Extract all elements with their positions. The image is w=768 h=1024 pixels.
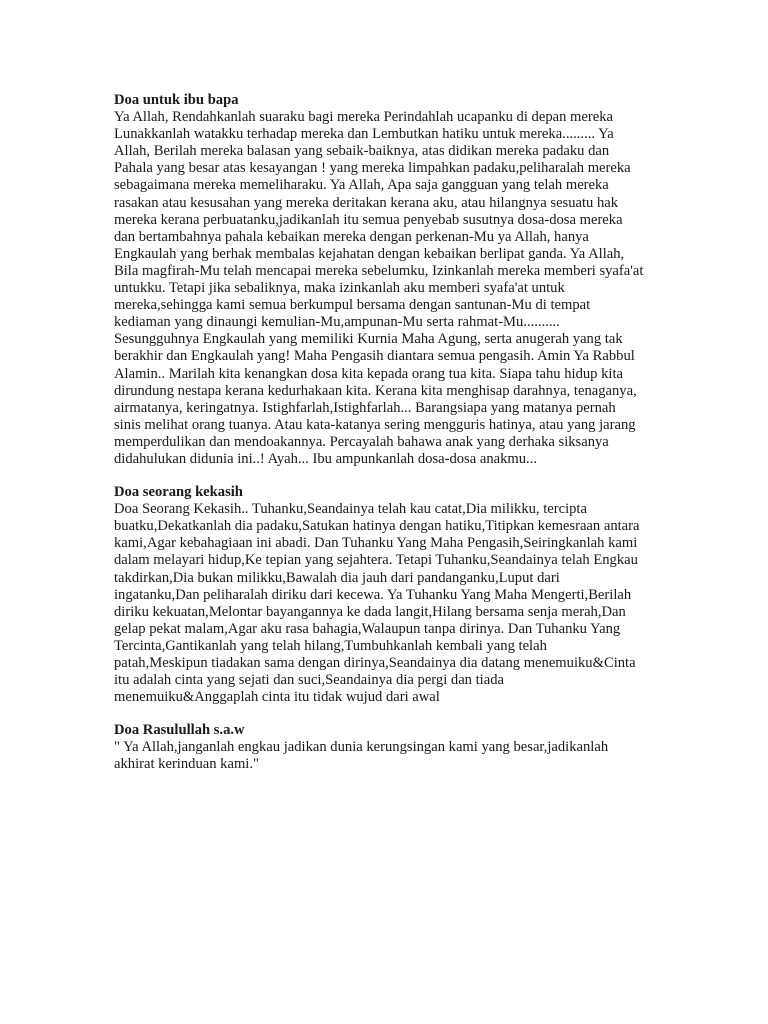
section-doa-rasulullah bbox=[114, 722, 644, 773]
section-heading: Doa untuk ibu bapa bbox=[114, 92, 239, 108]
document-page bbox=[114, 92, 644, 774]
section-body: Doa Seorang Kekasih.. Tuhanku,Seandainya telah kau catat,Dia milikku, tercipta buatku,Dekatkanlah dia padaku,Satukan hatinya dengan hatiku,Titipkan kemesraan antara kami,Agar kebahagiaan ini abadi. Dan Tuhanku Yang Maha Pengasih,Seiringkanlah kami dalam melayari hidup,Ke tepian yang sejahtera. Tetapi Tuhanku,Seandainya telah Engkau takdirkan,Dia bukan milikku,Bawalah dia jauh dari pandanganku,Luput dari ingatanku,Dan peliharalah diriku dari kecewa. Ya Tuhanku Yang Maha Mengerti,Berilah diriku kekuatan,Melontar bayangannya ke dada langit,Hilang bersama senja merah,Dan gelap pekat malam,Agar aku rasa bahagia,Walaupun tanpa dirinya. Dan Tuhanku Yang Tercinta,Gantikanlah yang telah hilang,Tumbuhkanlah kembali yang telah patah,Meskipun tiadakan sama dengan dirinya,Seandainya dia datang menemuiku&Cinta itu adalah cinta yang sejati dan suci,Seandainya dia pergi dan tiada menemuiku&Anggaplah cinta itu tidak wujud dari awal bbox=[114, 501, 640, 706]
section-doa-kekasih bbox=[114, 484, 644, 706]
section-doa-ibu-bapa bbox=[114, 92, 644, 468]
section-body: Ya Allah, Rendahkanlah suaraku bagi mereka Perindahlah ucapanku di depan mereka Lunakkanlah watakku terhadap mereka dan Lembutkan hatiku untuk mereka......... Ya Allah, Berilah mereka balasan yang sebaik-baiknya, atas didikan mereka padaku dan Pahala yang besar atas kesayangan ! yang mereka limpahkan padaku,peliharalah mereka sebagaimana mereka memeliharaku. Ya Allah, Apa saja gangguan yang telah mereka rasakan atau kesusahan yang mereka deritakan kerana aku, atau hilangnya sesuatu hak mereka kerana perbuatanku,jadikanlah itu semua penyebab susutnya dosa-dosa mereka dan bertambahnya pahala kebaikan mereka dengan perkenan-Mu ya Allah, hanya Engkaulah yang berhak membalas kejahatan dengan kebaikan berlipat ganda. Ya Allah, Bila magfirah-Mu telah mencapai mereka sebelumku, Izinkanlah mereka memberi syafa'at untukku. Tetapi jika sebaliknya, maka izinkanlah aku memberi syafa'at untuk mereka,sehingga kami semua berkumpul bersama dengan santunan-Mu di tempat kediaman yang dinaungi kemulian-Mu,ampunan-Mu serta rahmat-Mu.......... Sesungguhnya Engkaulah yang memiliki Kurnia Maha Agung, serta anugerah yang tak berakhir dan Engkaulah yang! Maha Pengasih diantara semua pengasih. Amin Ya Rabbul Alamin.. Marilah kita kenangkan dosa kita kepada orang tua kita. Siapa tahu hidup kita dirundung nestapa kerana kedurhakaan kita. Kerana kita menghisap darahnya, tenaganya, airmatanya, keringatnya. Istighfarlah,Istighfarlah... Barangsiapa yang matanya pernah sinis melihat orang tuanya. Atau kata-katanya sering mengguris hatinya, atau yang jarang memperdulikan dan mendoakannya. Percayalah bahawa anak yang derhaka siksanya didahulukan didunia ini..! Ayah... Ibu ampunkanlah dosa-dosa anakmu... bbox=[114, 109, 644, 467]
section-heading: Doa seorang kekasih bbox=[114, 484, 243, 501]
section-body: " Ya Allah,janganlah engkau jadikan dunia kerungsingan kami yang besar,jadikanlah akhirat kerinduan kami." bbox=[114, 739, 609, 773]
section-heading: Doa Rasulullah s.a.w bbox=[114, 722, 245, 739]
